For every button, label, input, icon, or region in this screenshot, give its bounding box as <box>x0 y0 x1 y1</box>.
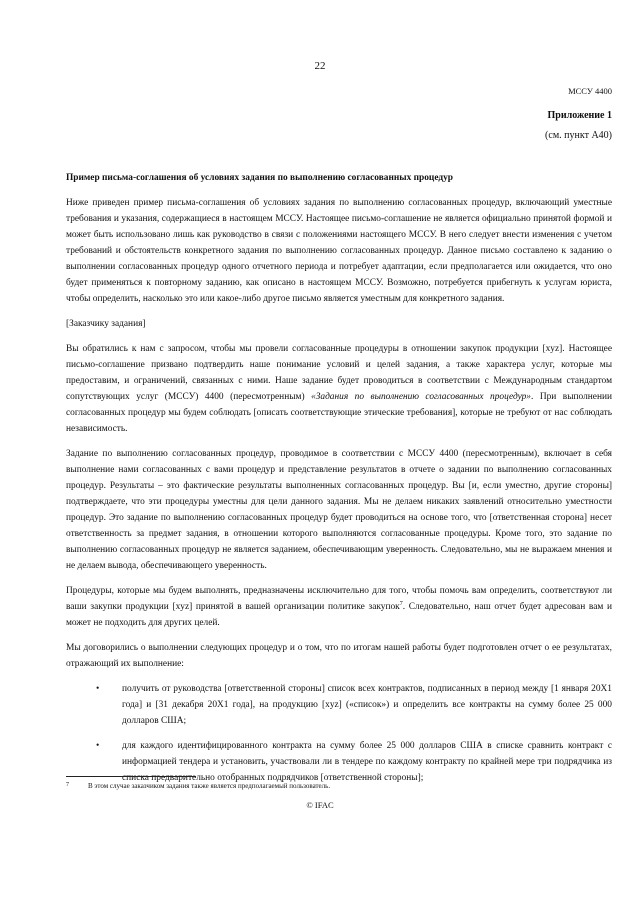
bullet-icon: • <box>96 684 100 694</box>
footnote-reference: 7 <box>399 600 403 607</box>
standard-title-italic: «Задания по выполнению согласованных процедур» <box>311 392 531 402</box>
page-number: 22 <box>314 60 326 72</box>
standard-reference: МССУ 4400 <box>568 86 612 96</box>
intro-paragraph: Ниже приведен пример письма-соглашения об условиях задания по выполнению согласованных процедур, включающий уместные требования и указания, содержащиеся в настоящем МССУ. Настоящее письмо-соглашение не является официально принятой формой и может быть использовано лишь как руководство в связи с положениями настоящего МССУ. В него следует внести изменения с учетом требований и обстоятельств конкретного задания по выполнению согласованных процедур. Данное письмо составлено к заданию о выполнении согласованных процедур одного отчетного периода и потребует адаптации, если предполагается или ожидается, что оно будет применяться к повторному заданию, как описано в настоящем МССУ. Возможно, потребуется прибегнуть к услугам юриста, чтобы определить, насколько это или какое-либо другое письмо является уместным для конкретного задания. <box>66 198 612 304</box>
list-item <box>66 681 612 729</box>
paragraph-request-text-2: . При выполнении согласованных процедур мы будем соблюдать [описать соответствующие этические требования], которые не требуют от нас соблюдать независимость. <box>66 392 612 434</box>
appendix-title: Приложение 1 <box>547 110 612 121</box>
copyright-footer: © IFAC <box>306 800 334 810</box>
paragraph-purpose-text-1: Процедуры, которые мы будем выполнять, предназначены исключительно для того, чтобы помочь вам определить, соответствуют ли ваши закупки продукции [xyz] принятой в вашей организации политике закупок <box>66 586 612 612</box>
section-heading: Пример письма-соглашения об условиях задания по выполнению согласованных процедур <box>66 173 453 183</box>
footnote-text: В этом случае заказчиком задания также является предполагаемый пользователь. <box>88 782 331 790</box>
list-item <box>66 738 612 786</box>
appendix-reference: (см. пункт А40) <box>545 130 612 141</box>
procedure-list <box>66 681 612 786</box>
list-item-text: получить от руководства [ответственной стороны] список всех контрактов, подписанных в период между [1 января 20X1 года] и [31 декабря 20X1 года], на продукцию [xyz] («список») и определить все контракты на сумму более 25 000 долларов США; <box>122 684 612 726</box>
paragraph-purpose <box>66 583 612 631</box>
paragraph-procedures-intro: Мы договорились о выполнении следующих процедур и о том, что по итогам нашей работы будет подготовлен отчет о ее результатах, отражающий их выполнение: <box>66 643 612 669</box>
paragraph-purpose-text-2: . Следовательно, наш отчет будет адресован вам и может не подходить для других целей. <box>66 602 612 628</box>
footnote-divider <box>66 776 196 777</box>
document-body <box>66 170 612 795</box>
paragraph-request <box>66 341 612 437</box>
bullet-icon: • <box>96 741 100 751</box>
salutation: [Заказчику задания] <box>66 319 146 329</box>
paragraph-engagement: Задание по выполнению согласованных процедур, проводимое в соответствии с МССУ 4400 (пересмотренным), включает в себя выполнение нами согласованных с вами процедур и представление результатов в отчете о задании по выполнению согласованных процедур. Результаты – это фактические результаты выполненных согласованных процедур. Вы [и, если уместно, другие стороны] подтверждаете, что эти процедуры уместны для цели данного задания. Мы не делаем никаких заявлений относительно уместности процедур. Это задание по выполнению согласованных процедур будет проводиться на основе того, что [ответственная сторона] несет ответственность за предмет задания, в отношении которого выполняются согласованные процедуры. Кроме того, это задание по выполнению согласованных процедур не является заданием, обеспечивающим уверенность. Следовательно, мы не выражаем мнения и не делаем вывода, обеспечивающего уверенность. <box>66 449 612 571</box>
footnote-mark: 7 <box>66 782 69 788</box>
list-item-text: для каждого идентифицированного контракта на сумму более 25 000 долларов США в списке сравнить контракт с информацией тендера и установить, участвовали ли в тендере по каждому контракту по крайней мере три подрядчика из списка предварительно отобранных подрядчиков [ответственной стороны]; <box>122 741 612 783</box>
paragraph-request-text-1: Вы обратились к нам с запросом, чтобы мы провели согласованные процедуры в отношении закупок продукции [xyz]. Настоящее письмо-соглашение призвано подтвердить наше понимание условий и целей задания, а также характера услуг, которые мы предоставим, и ограничений, связанных с ними. Наше задание будет проводиться в соответствии с Международным стандартом сопутствующих услуг (МССУ) 4400 (пересмотренным) <box>66 344 612 402</box>
